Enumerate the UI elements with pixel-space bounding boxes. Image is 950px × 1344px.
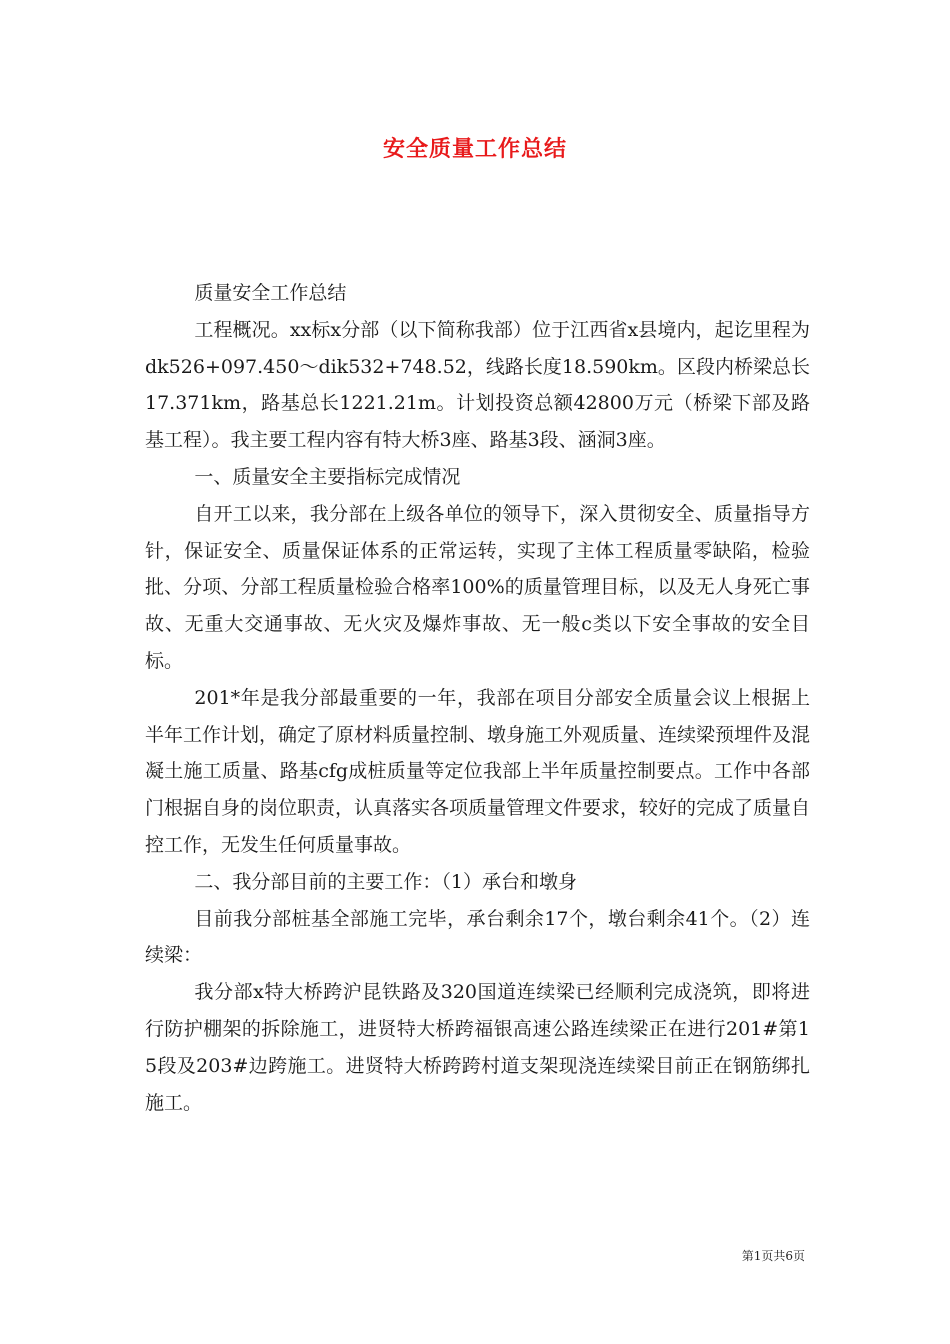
paragraph-foundation: 目前我分部桩基全部施工完毕，承台剩余17个，墩台剩余41个。（2）连续梁： [145, 907, 810, 967]
document-body [145, 275, 810, 1121]
paragraph-overview: 工程概况。xx标x分部（以下简称我部）位于江西省x县境内，起讫里程为dk526+097.450～dik532+748.52，线路长度18.590km。区段内桥梁总长17.371km，路基总长1221.21m。计划投资总额42800万元（桥梁下部及路基工程）。我主要工程内容有特大桥3座、路基3段、涵洞3座。 [145, 318, 810, 452]
paragraph-year-summary: 201*年是我分部最重要的一年，我部在项目分部安全质量会议上根据上半年工作计划，确定了原材料质量控制、墩身施工外观质量、连续梁预埋件及混凝土施工质量、路基cfg成桩质量等定位我部上半年质量控制要点。工作中各部门根据自身的岗位职责，认真落实各项质量管理文件要求，较好的完成了质量自控工作，无发生任何质量事故。 [145, 686, 811, 856]
section-heading-1: 一、质量安全主要指标完成情况 [194, 465, 461, 488]
page-number: 第1页共6页 [741, 1249, 805, 1263]
paragraph-continuous-beam: 我分部x特大桥跨沪昆铁路及320国道连续梁已经顺利完成浇筑，即将进行防护棚架的拆除施工，进贤特大桥跨福银高速公路连续梁正在进行201#第15段及203#边跨施工。进贤特大桥跨跨村道支架现浇连续梁目前正在钢筋绑扎施工。 [145, 981, 810, 1114]
document-title: 安全质量工作总结 [382, 137, 567, 162]
paragraph-heading: 质量安全工作总结 [194, 282, 347, 304]
section-heading-2: 二、我分部目前的主要工作：（1）承台和墩身 [194, 870, 577, 893]
paragraph-achievements: 自开工以来，我分部在上级各单位的领导下，深入贯彻安全、质量指导方针，保证安全、质量保证体系的正常运转，实现了主体工程质量零缺陷，检验批、分项、分部工程质量检验合格率100%的质量管理目标，以及无人身死亡事故、无重大交通事故、无火灾及爆炸事故、无一般c类以下安全事故的安全目标。 [145, 502, 810, 672]
